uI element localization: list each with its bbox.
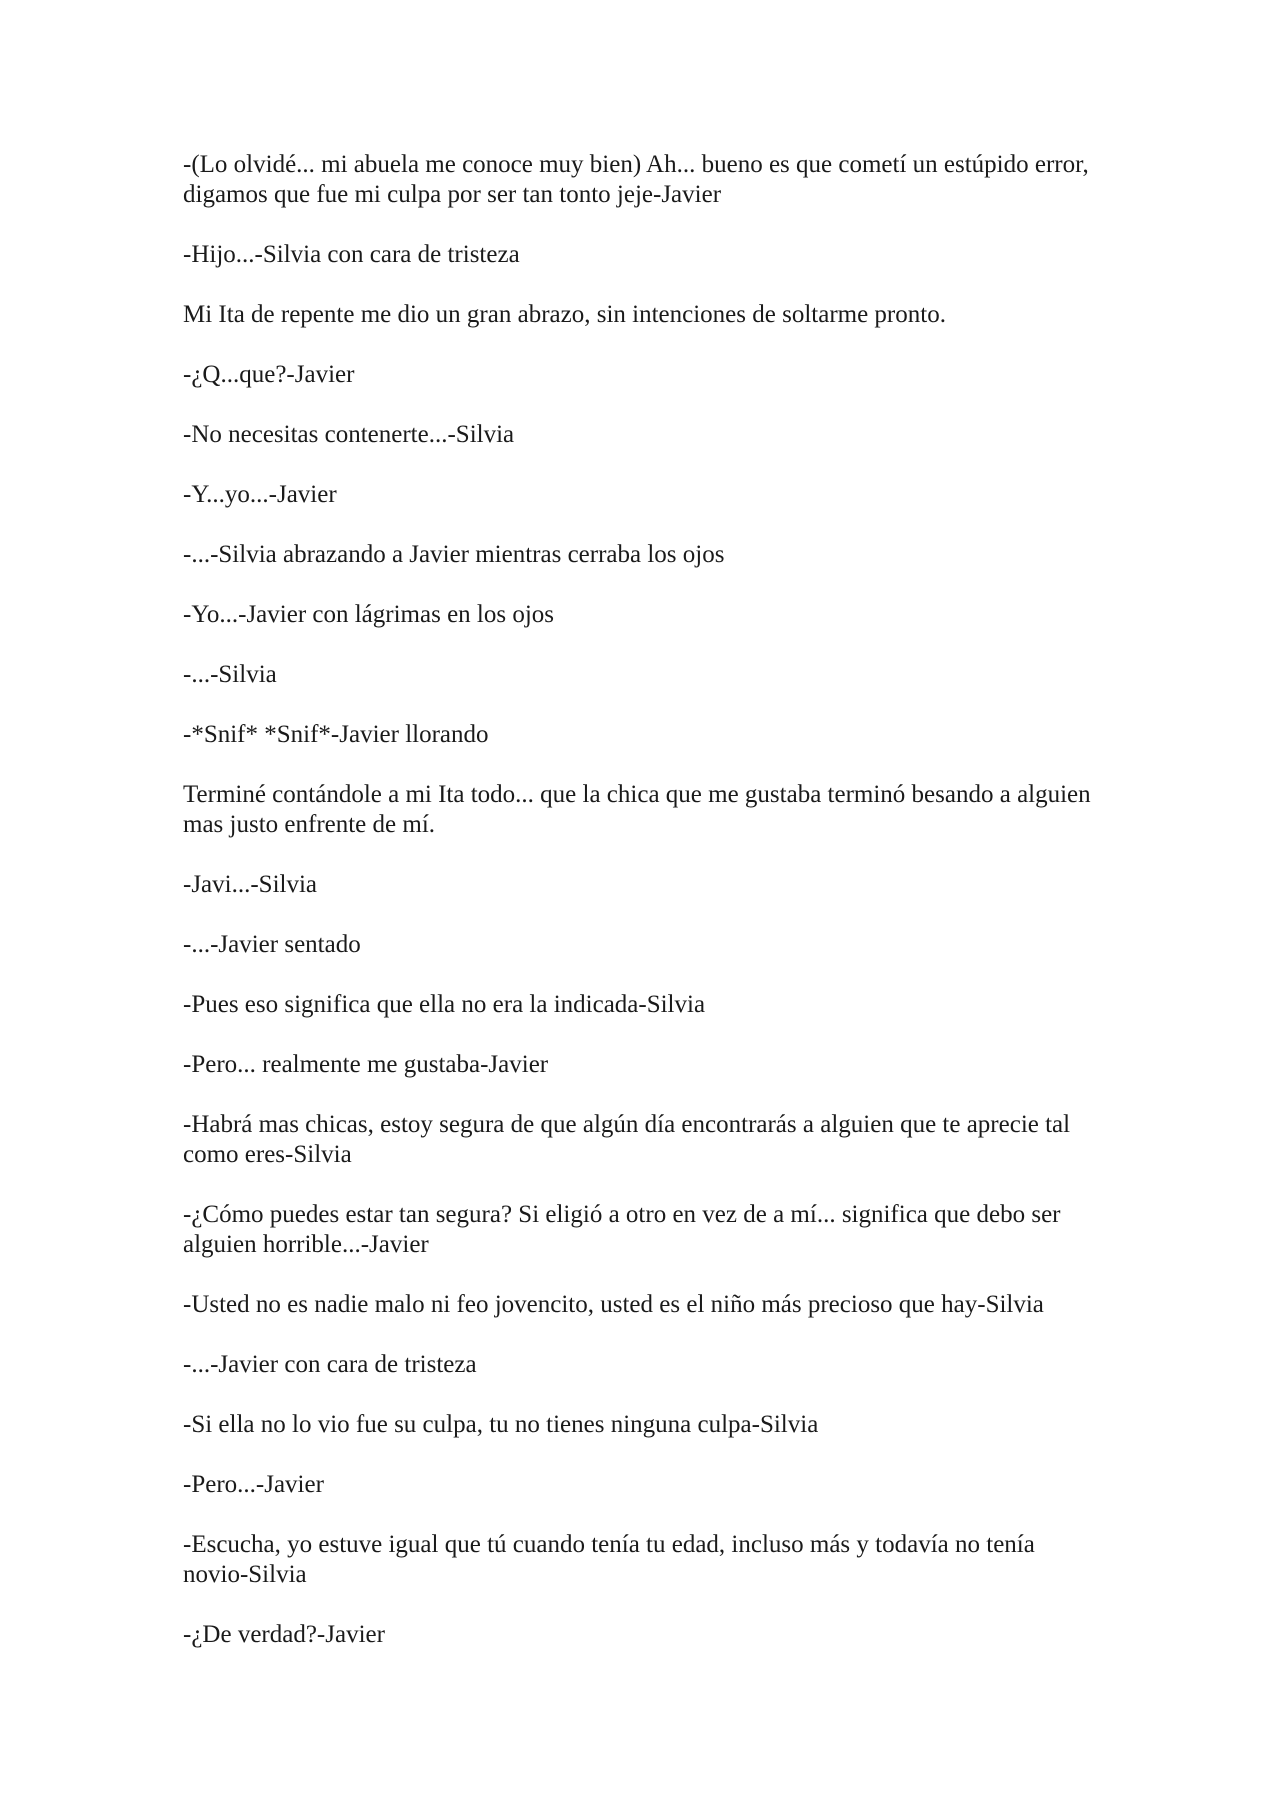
- paragraph: -Hijo...-Silvia con cara de tristeza: [183, 241, 520, 268]
- paragraph: -Habrá mas chicas, estoy segura de que algún día encontrarás a alguien que te aprecie tal como eres-Silvia: [183, 1111, 1071, 1168]
- paragraph: -Si ella no lo vio fue su culpa, tu no tienes ninguna culpa-Silvia: [183, 1411, 819, 1438]
- paragraph: -¿Cómo puedes estar tan segura? Si eligió a otro en vez de a mí... significa que debo ser alguien horrible...-Javier: [183, 1201, 1061, 1258]
- paragraph: -...-Silvia abrazando a Javier mientras cerraba los ojos: [183, 541, 725, 568]
- document-body: [183, 150, 1103, 1680]
- paragraph: -Escucha, yo estuve igual que tú cuando tenía tu edad, incluso más y todavía no tenía novio-Silvia: [183, 1531, 1035, 1588]
- paragraph: -(Lo olvidé... mi abuela me conoce muy bien) Ah... bueno es que cometí un estúpido error, digamos que fue mi culpa por ser tan tonto jeje-Javier: [183, 151, 1089, 208]
- paragraph: -Usted no es nadie malo ni feo jovencito, usted es el niño más precioso que hay-Silvia: [183, 1291, 1044, 1318]
- paragraph: -...-Javier con cara de tristeza: [183, 1351, 477, 1378]
- paragraph: -...-Javier sentado: [183, 931, 361, 958]
- paragraph: -Javi...-Silvia: [183, 871, 318, 898]
- paragraph: -...-Silvia: [183, 661, 277, 688]
- paragraph: Mi Ita de repente me dio un gran abrazo, sin intenciones de soltarme pronto.: [183, 301, 946, 328]
- paragraph: -*Snif* *Snif*-Javier llorando: [183, 721, 489, 748]
- paragraph: -Y...yo...-Javier: [183, 481, 337, 508]
- paragraph: -Pero... realmente me gustaba-Javier: [183, 1051, 549, 1078]
- paragraph: -Yo...-Javier con lágrimas en los ojos: [183, 601, 555, 628]
- paragraph: -¿Q...que?-Javier: [183, 361, 355, 388]
- paragraph: -No necesitas contenerte...-Silvia: [183, 421, 515, 448]
- paragraph: Terminé contándole a mi Ita todo... que la chica que me gustaba terminó besando a alguien mas justo enfrente de mí.: [183, 781, 1091, 838]
- paragraph: -¿De verdad?-Javier: [183, 1621, 385, 1648]
- paragraph: -Pero...-Javier: [183, 1471, 324, 1498]
- paragraph: -Pues eso significa que ella no era la indicada-Silvia: [183, 991, 706, 1018]
